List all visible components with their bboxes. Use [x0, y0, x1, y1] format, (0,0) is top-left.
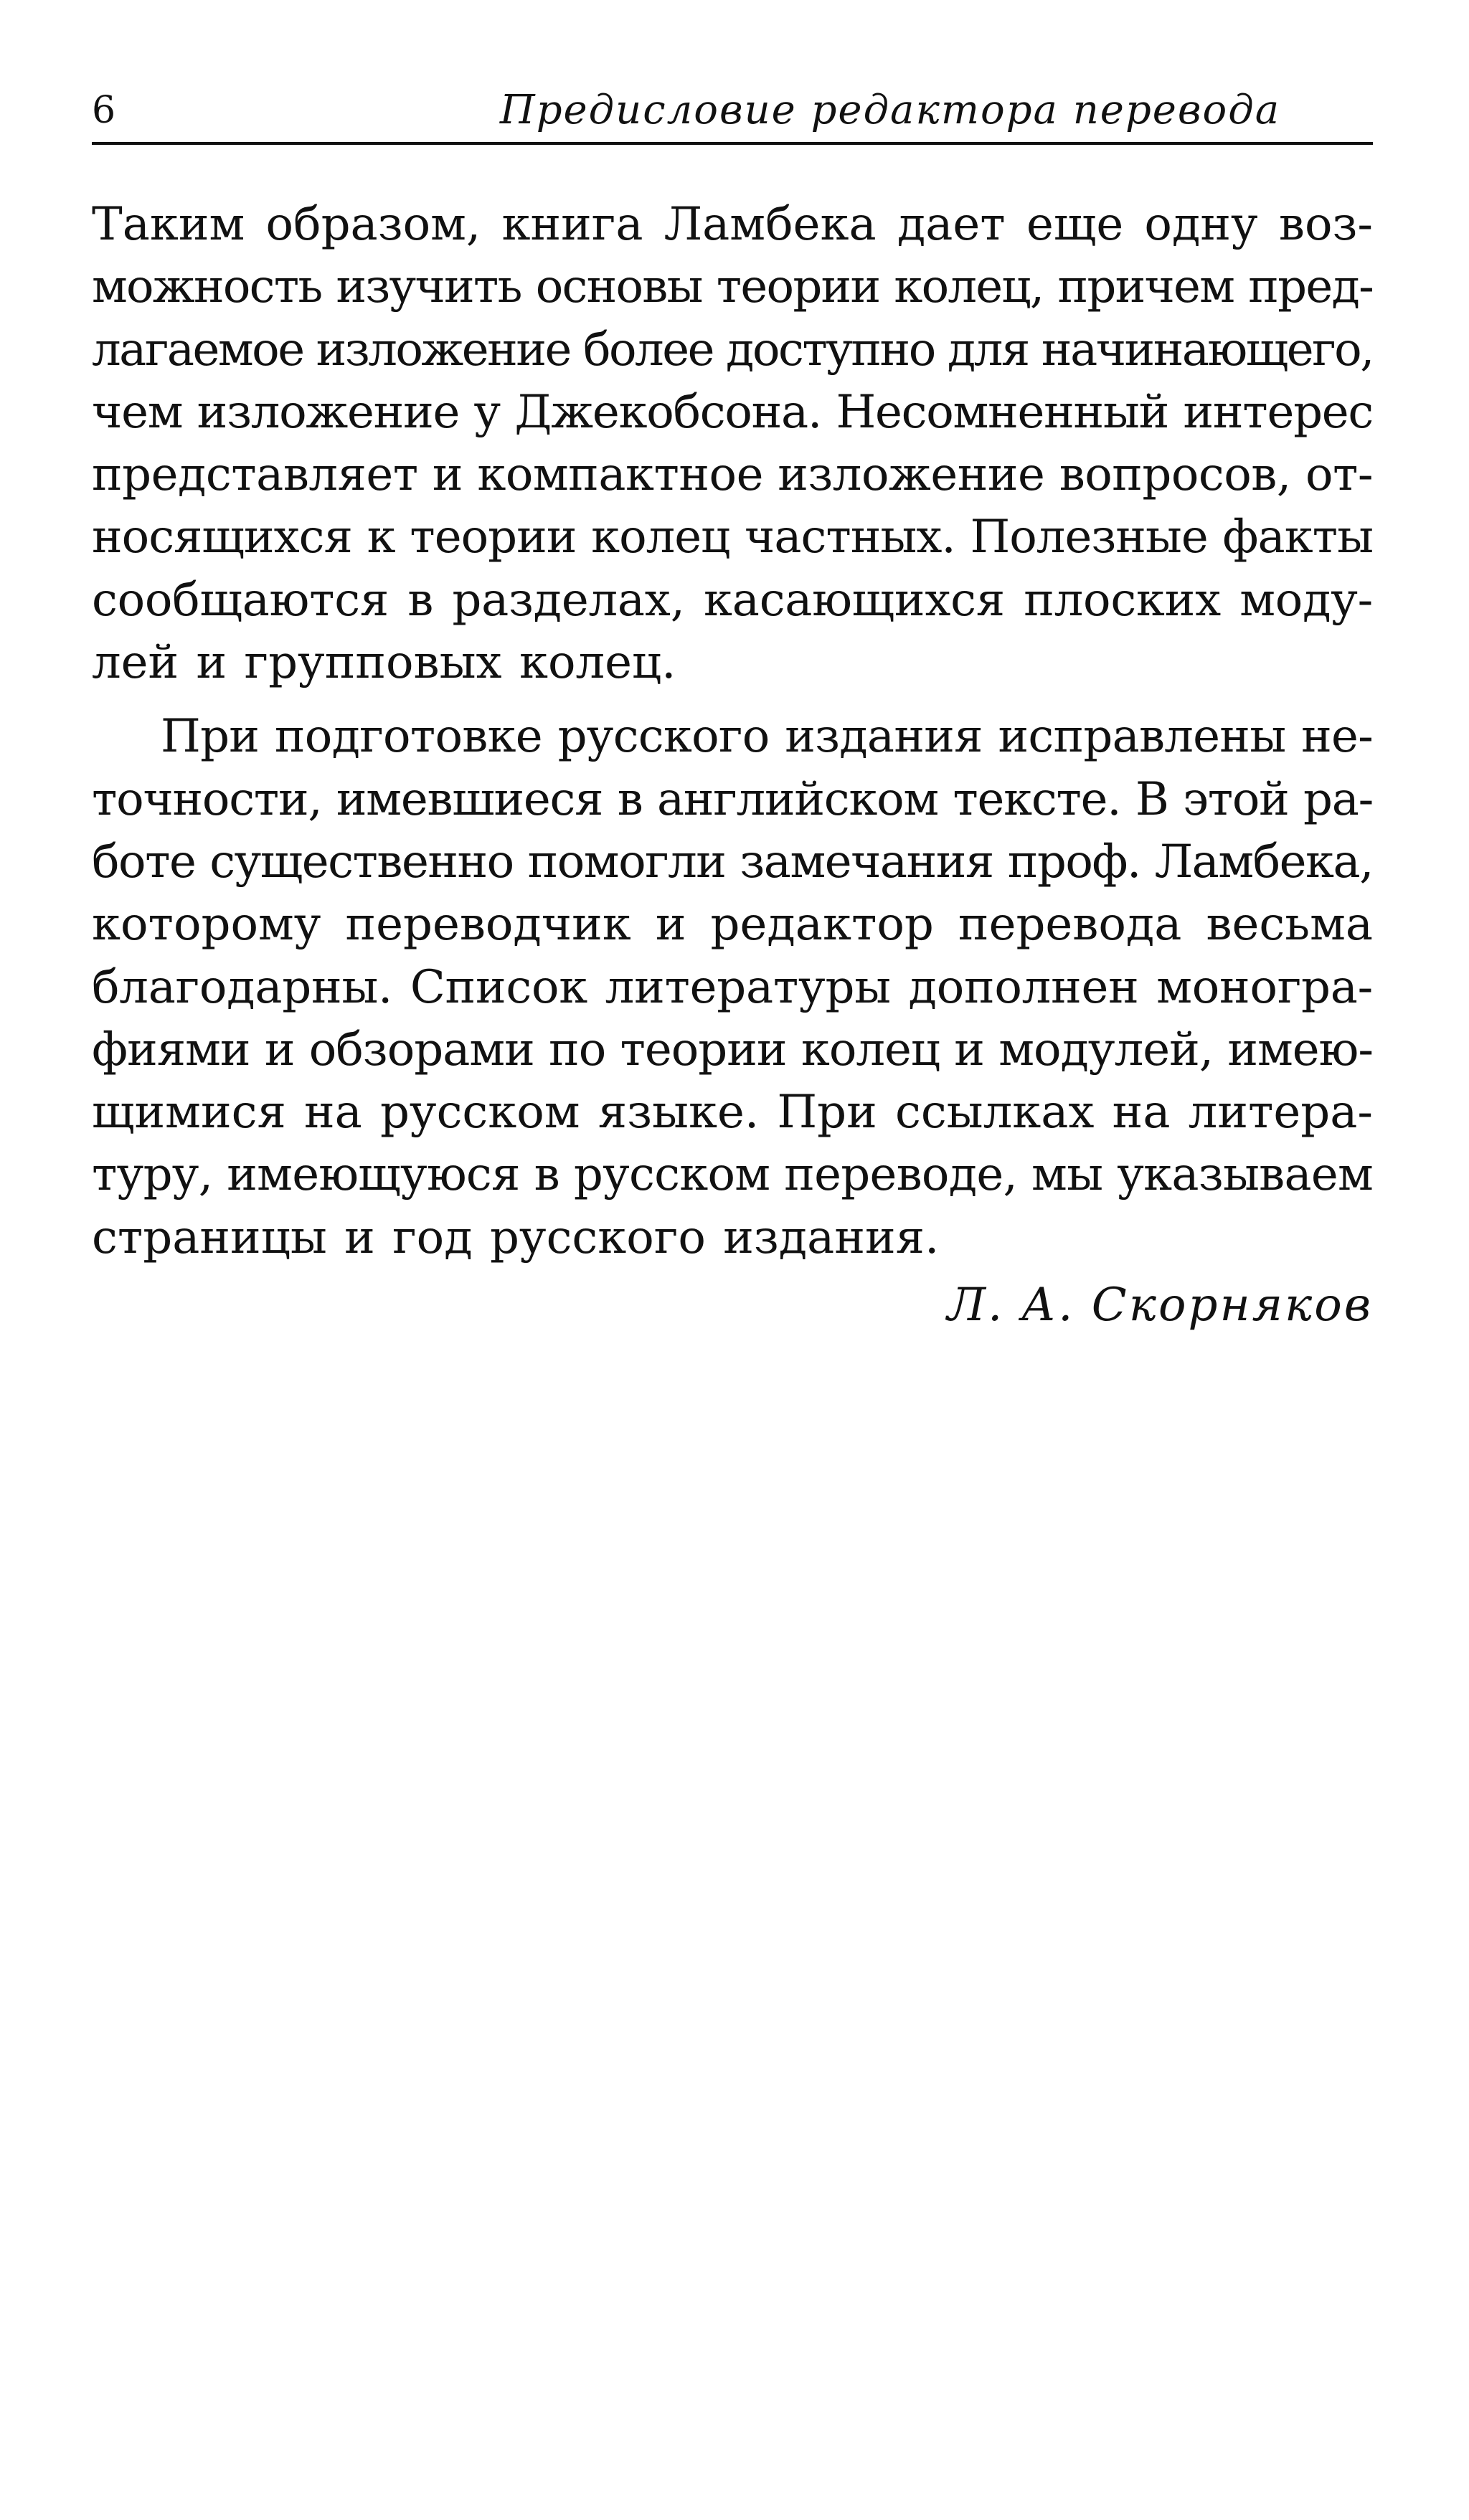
- running-title: Предисловие редактора перевода: [499, 87, 1281, 133]
- text-line: представляет и компактное изложение вопросов, от-: [92, 448, 1373, 502]
- text-line: сообщаются в разделах, касающихся плоских моду-: [92, 573, 1373, 627]
- text-line: благодарны. Список литературы дополнен моногра-: [92, 960, 1373, 1014]
- text-line: чем изложение у Джекобсона. Несомненный интерес: [92, 385, 1373, 439]
- page-header: [92, 80, 1373, 141]
- text-line: фиями и обзорами по теории колец и модулей, имею-: [92, 1023, 1373, 1076]
- text-line: носящихся к теории колец частных. Полезные факты: [92, 511, 1373, 564]
- text-line: Таким образом, книга Ламбека дает еще одну воз-: [92, 198, 1373, 251]
- text-line: лагаемое изложение более доступно для начинающего,: [92, 323, 1373, 376]
- paragraph-2: [92, 706, 1373, 1269]
- text-line: туру, имеющуюся в русском переводе, мы указываем: [92, 1148, 1373, 1202]
- text-line: боте существенно помогли замечания проф. Ламбека,: [92, 835, 1373, 889]
- body-text: [92, 194, 1373, 1269]
- text-line: лей и групповых колец.: [92, 636, 676, 690]
- text-line: щимися на русском языке. При ссылках на литера-: [92, 1086, 1373, 1140]
- text-line: При подготовке русского издания исправлены не-: [161, 710, 1373, 764]
- header-rule: [92, 142, 1373, 145]
- text-line: можность изучить основы теории колец, причем пред-: [92, 260, 1373, 314]
- text-line: точности, имевшиеся в английском тексте. В этой ра-: [92, 772, 1373, 826]
- text-line: страницы и год русского издания.: [92, 1211, 940, 1264]
- page-number: 6: [92, 89, 116, 132]
- paragraph-1: [92, 194, 1373, 694]
- signature: Л. А. Скорняков: [947, 1279, 1373, 1332]
- paragraph-gap: [92, 694, 1373, 706]
- text-line: которому переводчик и редактор перевода весьма: [92, 898, 1373, 952]
